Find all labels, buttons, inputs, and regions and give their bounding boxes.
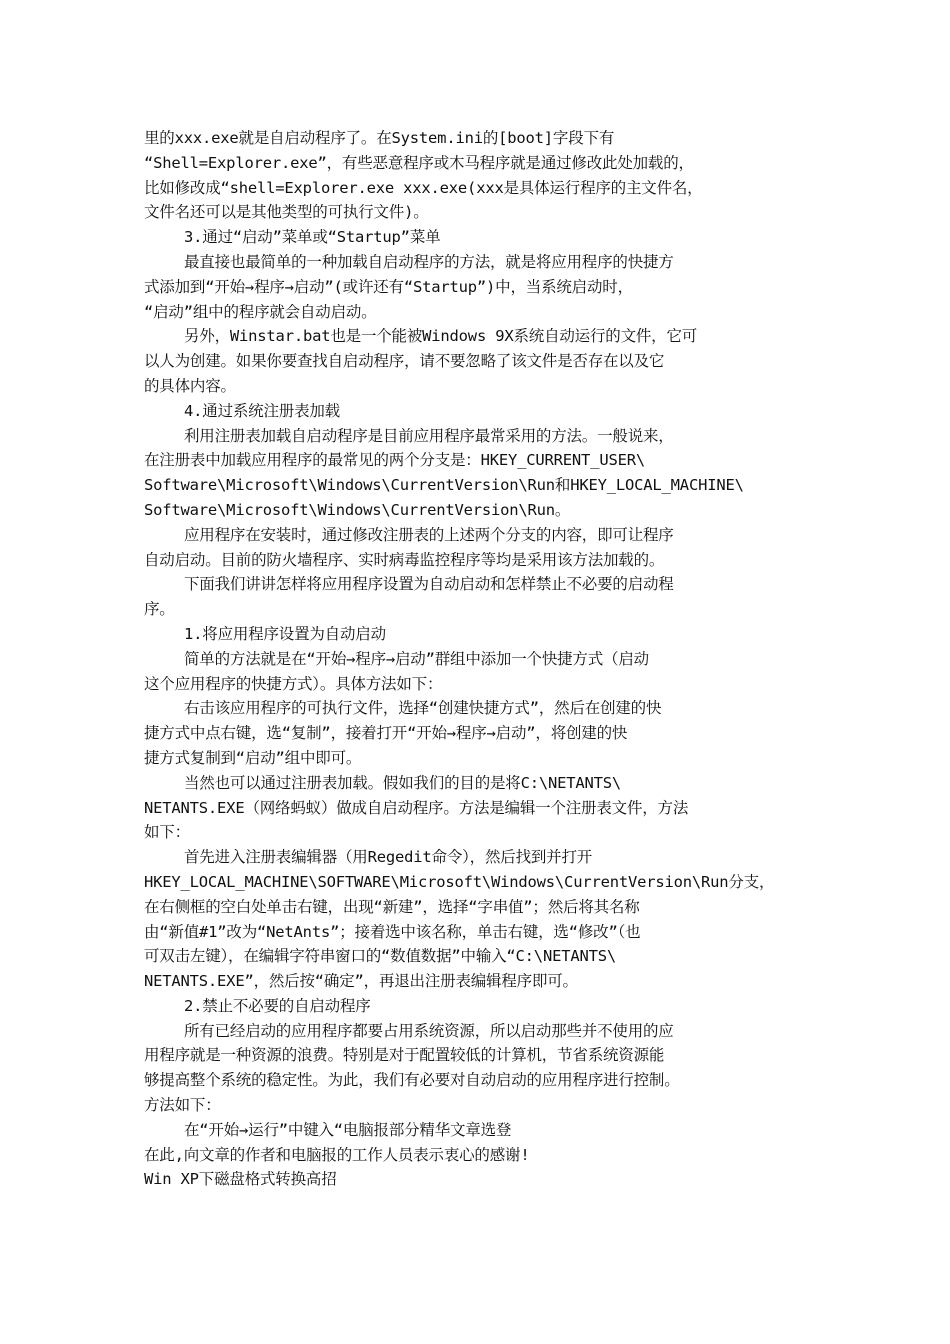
text-line: 用程序就是一种资源的浪费。特别是对于配置较低的计算机，节省系统资源能 [144, 1046, 665, 1065]
text-line: 这个应用程序的快捷方式）。具体方法如下： [144, 674, 443, 693]
text-line: 2.禁止不必要的自启动程序 [184, 996, 371, 1015]
text-line: 够提高整个系统的稳定性。为此，我们有必要对自动启动的应用程序进行控制。 [144, 1071, 680, 1090]
text-line: 3.通过“启动”菜单或“Startup”菜单 [184, 228, 441, 247]
text-line: 下面我们讲讲怎样将应用程序设置为自动启动和怎样禁止不必要的启动程 [184, 575, 674, 594]
text-line: 如下： [144, 823, 190, 842]
text-line: 右击该应用程序的可执行文件，选择“创建快捷方式”，然后在创建的快 [184, 699, 662, 718]
text-line: “Shell=Explorer.exe”，有些恶意程序或木马程序就是通过修改此处加载的， [144, 153, 694, 172]
text-line: 捷方式中点右键，选“复制”，接着打开“开始→程序→启动”，将创建的快 [144, 724, 628, 743]
text-line: 利用注册表加载自启动程序是目前应用程序最常采用的方法。一般说来， [184, 426, 674, 445]
text-line: Software\Microsoft\Windows\CurrentVersion\Run。 [144, 500, 571, 519]
text-line: 当然也可以通过注册表加载。假如我们的目的是将C:\NETANTS\ [184, 773, 622, 792]
text-line: “启动”组中的程序就会自动启动。 [144, 302, 377, 321]
text-line: 自动启动。目前的防火墙程序、实时病毒监控程序等均是采用该方法加载的。 [144, 550, 665, 569]
text-line: 可双击左键），在编辑字符串窗口的“数值数据”中输入“C:\NETANTS\ [144, 947, 616, 966]
text-line: 应用程序在安装时，通过修改注册表的上述两个分支的内容，即可让程序 [184, 525, 674, 544]
text-line: 所有已经启动的应用程序都要占用系统资源，所以启动那些并不使用的应 [184, 1021, 674, 1040]
text-line: 里的xxx.exe就是自启动程序了。在System.ini的[boot]字段下有 [144, 129, 615, 147]
text-line: 在注册表中加载应用程序的最常见的两个分支是：HKEY_CURRENT_USER\ [144, 451, 645, 470]
document-body [144, 126, 810, 1192]
text-line: 最直接也最简单的一种加载自启动程序的方法，就是将应用程序的快捷方 [184, 252, 674, 271]
text-line: 式添加到“开始→程序→启动”(或许还有“Startup”)中，当系统启动时， [144, 277, 633, 296]
text-line: 在“开始→运行”中键入“电脑报部分精华文章选登 [184, 1120, 512, 1139]
text-line: 1.将应用程序设置为自动启动 [184, 624, 386, 643]
text-line: NETANTS.EXE（网络蚂蚁）做成自启动程序。方法是编辑一个注册表文件，方法 [144, 798, 689, 817]
text-line: 首先进入注册表编辑器（用Regedit命令），然后找到并打开 [184, 848, 593, 867]
text-line: Win XP下磁盘格式转换高招 [144, 1170, 337, 1189]
text-line: 另外，Winstar.bat也是一个能被Windows 9X系统自动运行的文件，它可 [184, 327, 698, 346]
text-line: 的具体内容。 [144, 376, 236, 395]
text-line: 比如修改成“shell=Explorer.exe xxx.exe(xxx是具体运行程序的主文件名， [144, 178, 703, 197]
text-line: 简单的方法就是在“开始→程序→启动”群组中添加一个快捷方式（启动 [184, 649, 649, 668]
text-line: 文件名还可以是其他类型的可执行文件)。 [144, 203, 429, 222]
text-line: 在此,向文章的作者和电脑报的工作人员表示衷心的感谢! [144, 1145, 530, 1164]
text-line: NETANTS.EXE”，然后按“确定”，再退出注册表编辑程序即可。 [144, 972, 578, 991]
text-line: 方法如下： [144, 1096, 221, 1115]
text-line: 以人为创建。如果你要查找自启动程序，请不要忽略了该文件是否存在以及它 [144, 352, 665, 371]
text-line: 4.通过系统注册表加载 [184, 401, 340, 420]
text-line: 在右侧框的空白处单击右键，出现“新建”，选择“字串值”；然后将其名称 [144, 897, 640, 916]
text-line: 由“新值#1”改为“NetAnts”；接着选中该名称，单击右键，选“修改”（也 [144, 922, 641, 941]
text-line: 序。 [144, 600, 175, 619]
text-line: HKEY_LOCAL_MACHINE\SOFTWARE\Microsoft\Windows\CurrentVersion\Run分支， [144, 872, 775, 891]
text-line: 捷方式复制到“启动”组中即可。 [144, 748, 362, 767]
text-line: Software\Microsoft\Windows\CurrentVersion\Run和HKEY_LOCAL_MACHINE\ [144, 476, 744, 495]
